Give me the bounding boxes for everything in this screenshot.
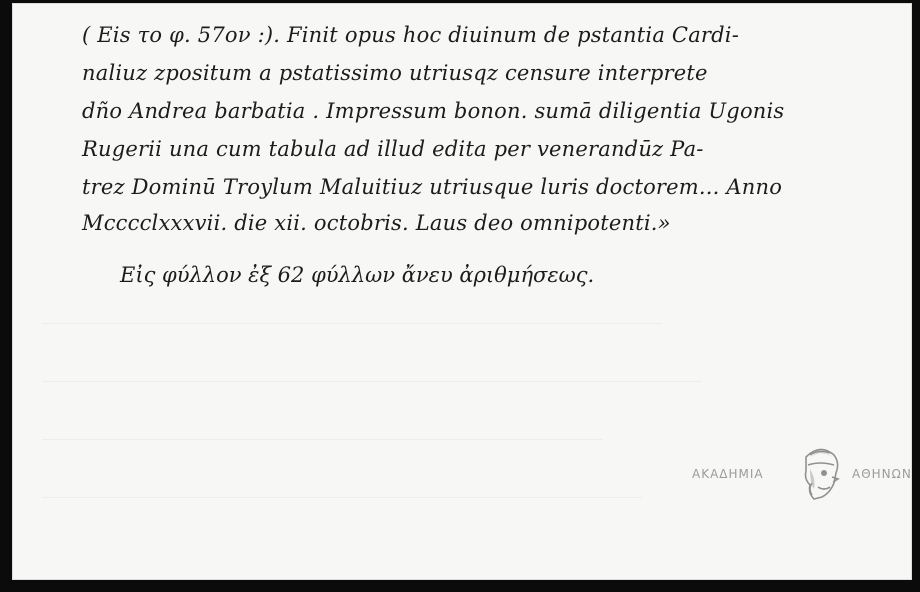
catalog-card	[12, 3, 912, 580]
card-rule-line	[42, 323, 662, 324]
greek-folio-note: Εἰς φύλλον ἐξ 62 φύλλων ἄνευ ἀριθμήσεως.	[120, 263, 595, 287]
transcription-line-5: trez Dominū Troylum Maluitiuz utriusque luris doctorem... Anno	[82, 175, 783, 199]
academy-watermark	[692, 443, 912, 503]
transcription-line-1: ( Eis το φ. 57ον :). Finit opus hoc diuinum de pstantia Cardi-	[82, 23, 740, 47]
transcription-line-3: dño Andrea barbatia . Impressum bonon. sumā diligentia Ugonis	[82, 99, 785, 123]
athena-head-icon	[796, 443, 844, 503]
card-rule-line	[42, 439, 602, 440]
transcription-line-2: naliuz zpositum a pstatissimo utriusqz censure interprete	[82, 61, 708, 85]
watermark-right-text: ΑΘΗΝΩΝ	[852, 467, 912, 481]
card-rule-line	[42, 497, 642, 498]
card-rule-line	[42, 381, 702, 382]
transcription-line-4: Rugerii una cum tabula ad illud edita per venerandūz Pa-	[82, 137, 704, 161]
transcription-line-6: Mcccclxxxvii. die xii. octobris. Laus deo omnipotenti.»	[82, 211, 671, 235]
watermark-left-text: ΑΚΑΔΗΜΙΑ	[692, 467, 764, 481]
